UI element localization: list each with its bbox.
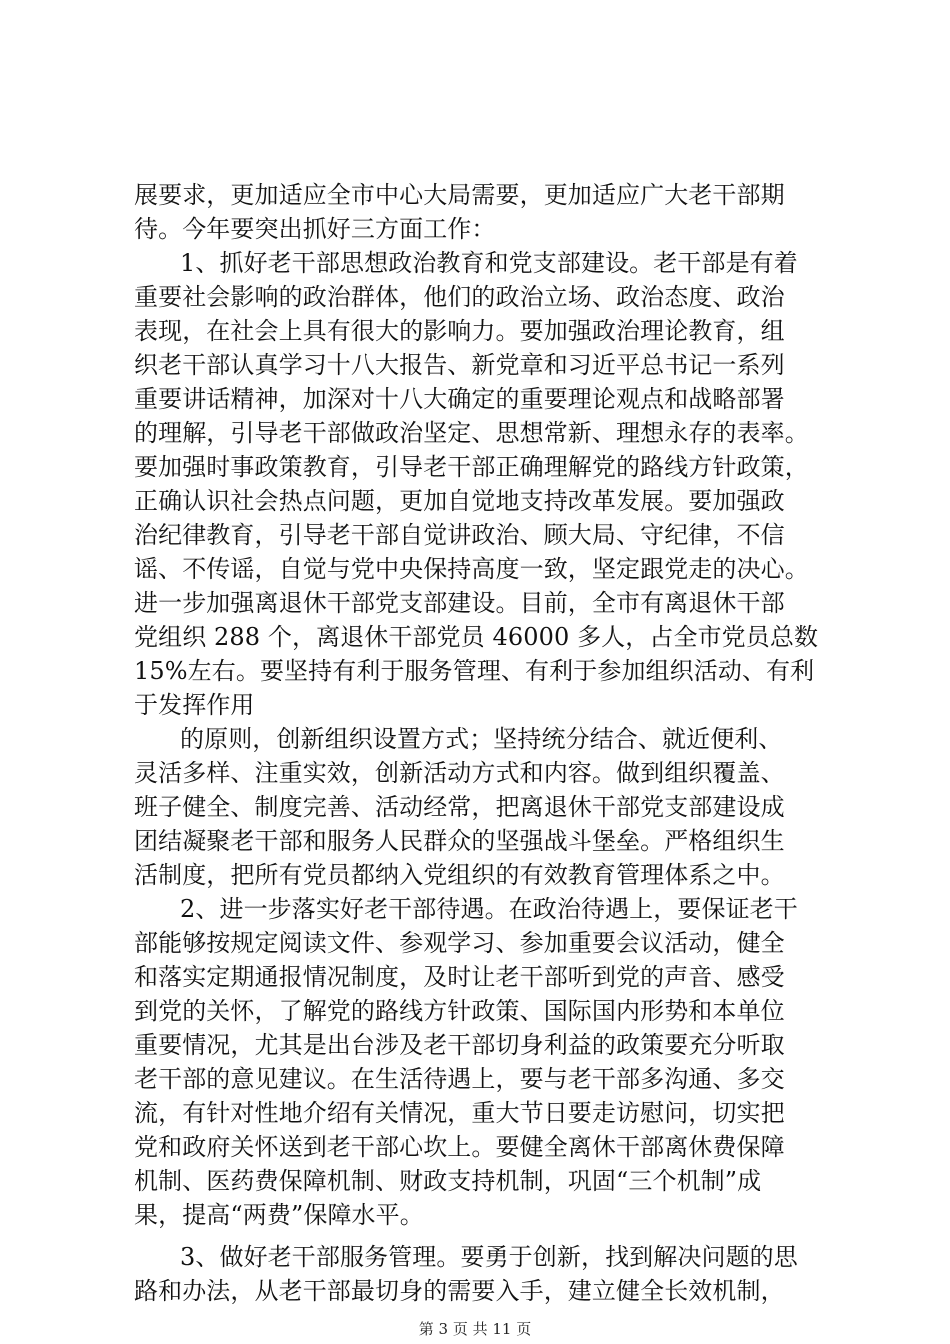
text-line: 机制、医药费保障机制、财政支持机制，巩固“三个机制”成 [134,1167,762,1195]
text-line: 老干部的意见建议。在生活待遇上，要与老干部多沟通、多交 [134,1065,785,1093]
text-line: 表现，在社会上具有很大的影响力。要加强政治理论教育，组 [134,317,785,345]
text-line: 和落实定期通报情况制度，及时让老干部听到党的声音、感受 [134,963,785,991]
text-line: 展要求，更加适应全市中心大局需要，更加适应广大老干部期 [134,181,785,209]
text-line: 的理解，引导老干部做政治坚定、思想常新、理想永存的表率。 [134,419,809,447]
paragraph-first-line: 2、进一步落实好老干部待遇。在政治待遇上，要保证老干 [180,895,798,923]
text-line: 重要讲话精神，加深对十八大确定的重要理论观点和战略部署 [134,385,785,413]
paragraph-first-line: 的原则，创新组织设置方式；坚持统分结合、就近便利、 [180,725,783,753]
text-line: 要加强时事政策教育，引导老干部正确理解党的路线方针政策， [134,453,809,481]
text-line: 流，有针对性地介绍有关情况，重大节日要走访慰问，切实把 [134,1099,785,1127]
paragraph-first-line: 3、做好老干部服务管理。要勇于创新，找到解决问题的思 [180,1243,798,1271]
text-line: 15%左右。要坚持有利于服务管理、有利于参加组织活动、有利 [134,657,815,685]
text-line: 党和政府关怀送到老干部心坎上。要健全离休干部离休费保障 [134,1133,785,1161]
text-line: 党组织 288 个，离退休干部党员 46000 多人，占全市党员总数 [134,623,819,651]
text-line: 灵活多样、注重实效，创新活动方式和内容。做到组织覆盖、 [134,759,785,787]
text-line: 团结凝聚老干部和服务人民群众的坚强战斗堡垒。严格组织生 [134,827,785,855]
paragraph-first-line: 1、抓好老干部思想政治教育和党支部建设。老干部是有着 [180,249,798,277]
text-line: 路和办法，从老干部最切身的需要入手，建立健全长效机制， [134,1277,785,1305]
text-line: 活制度，把所有党员都纳入党组织的有效教育管理体系之中。 [134,861,785,889]
text-line: 正确认识社会热点问题，更加自觉地支持改革发展。要加强政 [134,487,785,515]
text-line: 到党的关怀，了解党的路线方针政策、国际国内形势和本单位 [134,997,785,1025]
text-line: 待。今年要突出抓好三方面工作： [134,215,496,243]
text-line: 重要情况，尤其是出台涉及老干部切身利益的政策要充分听取 [134,1031,785,1059]
text-line: 重要社会影响的政治群体，他们的政治立场、政治态度、政治 [134,283,785,311]
text-line: 部能够按规定阅读文件、参观学习、参加重要会议活动，健全 [134,929,785,957]
text-line: 织老干部认真学习十八大报告、新党章和习近平总书记一系列 [134,351,785,379]
text-line: 于发挥作用 [134,691,255,719]
text-line: 进一步加强离退休干部党支部建设。目前，全市有离退休干部 [134,589,785,617]
page-number-footer: 第 3 页 共 11 页 [418,1320,532,1338]
text-line: 班子健全、制度完善、活动经常，把离退休干部党支部建设成 [134,793,785,821]
text-line: 谣、不传谣，自觉与党中央保持高度一致，坚定跟党走的决心。 [134,555,809,583]
text-line: 治纪律教育，引导老干部自觉讲政治、顾大局、守纪律，不信 [134,521,785,549]
text-line: 果，提高“两费”保障水平。 [134,1201,424,1229]
